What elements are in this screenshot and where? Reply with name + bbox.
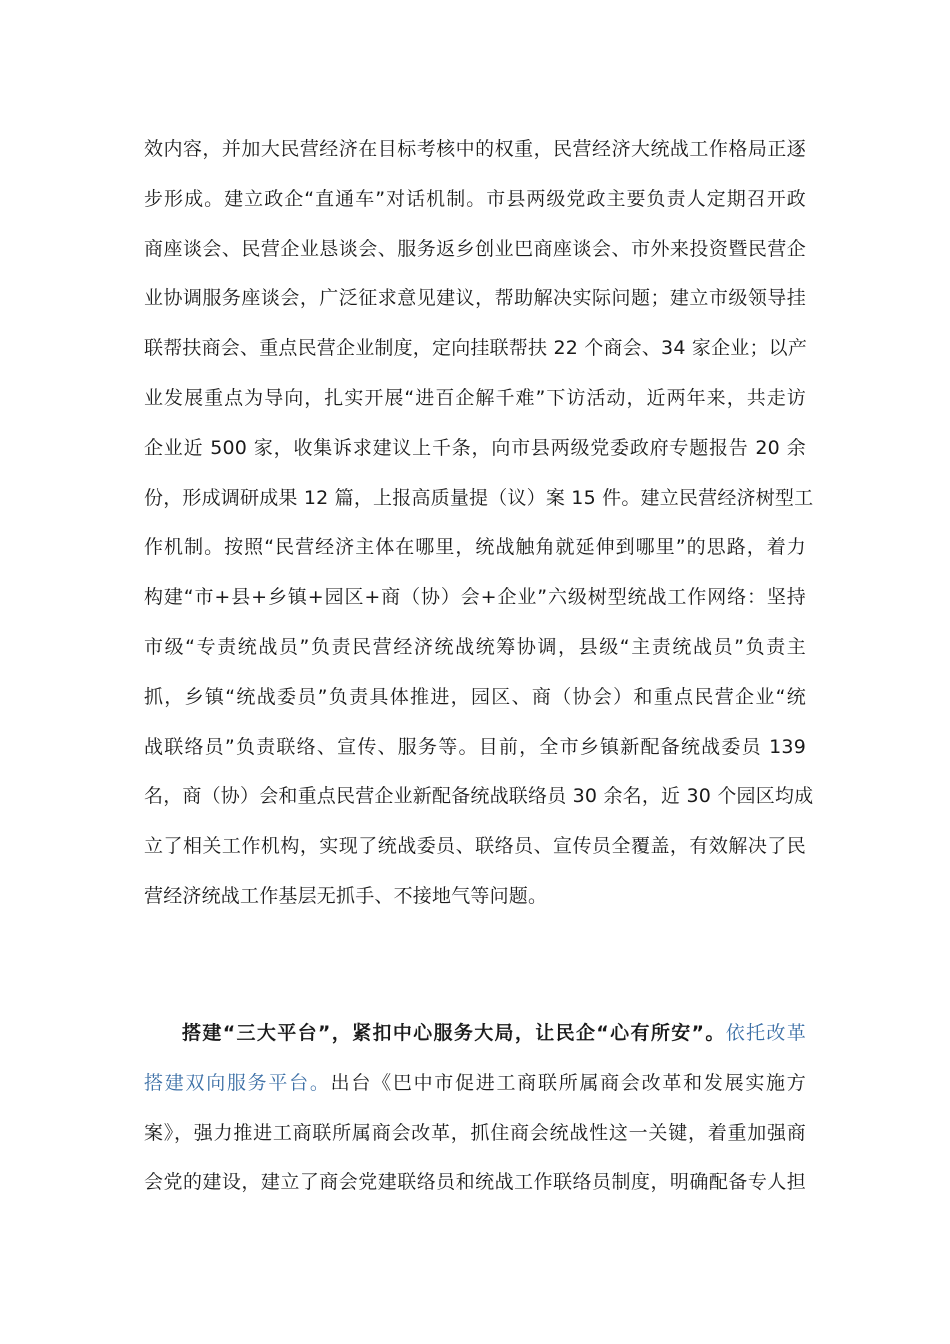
paragraph-line: 案》，强力推进工商联所属商会改革，抓住商会统战性这一关键，着重加强商	[144, 1121, 806, 1144]
paragraph-line: 商座谈会、民营企业恳谈会、服务返乡创业巴商座谈会、市外来投资暨民营企	[144, 237, 806, 260]
paragraph-line: 联帮扶商会、重点民营企业制度，定向挂联帮扶 22 个商会、34 家企业；以产	[144, 337, 808, 360]
paragraph-line: 战联络员”负责联络、宣传、服务等。目前，全市乡镇新配备统战委员 139	[144, 735, 806, 758]
paragraph-line: 立了相关工作机构，实现了统战委员、联络员、宣传员全覆盖，有效解决了民	[144, 835, 806, 858]
paragraph-text: 出台《巴中市促进工商联所属商会改革和发展实施方	[330, 1071, 806, 1094]
paragraph-line: 业发展重点为导向，扎实开展“进百企解千难”下访活动，近两年来，共走访	[144, 386, 806, 409]
paragraph-line: 份，形成调研成果 12 篇，上报高质量提（议）案 15 件。建立民营经济树型工	[144, 486, 814, 509]
paragraph-line	[144, 1059, 806, 1109]
paragraph-line: 构建“市+县+乡镇+园区+商（协）会+企业”六级树型统战工作网络：坚持	[144, 586, 806, 609]
body-paragraph-platforms	[144, 1009, 806, 1208]
paragraph-line: 市级“专责统战员”负责民营经济统战统筹协调，县级“主责统战员”负责主	[144, 635, 806, 658]
body-paragraph	[144, 125, 814, 922]
paragraph-line: 效内容，并加大民营经济在目标考核中的权重，民营经济大统战工作格局正逐	[144, 138, 806, 160]
paragraph-line: 企业近 500 家，收集诉求建议上千条，向市县两级党委政府专题报告 20 余	[144, 436, 806, 459]
highlighted-subheading: 依托改革	[725, 1022, 806, 1044]
paragraph-line: 名，商（协）会和重点民营企业新配备统战联络员 30 余名，近 30 个园区均成	[144, 785, 814, 808]
paragraph-line: 营经济统战工作基层无抓手、不接地气等问题。	[144, 884, 548, 907]
paragraph-line: 业协调服务座谈会，广泛征求意见建议，帮助解决实际问题；建立市级领导挂	[144, 287, 806, 310]
paragraph-line: 抓，乡镇“统战委员”负责具体推进，园区、商（协会）和重点民营企业“统	[144, 685, 806, 708]
paragraph-line: 步形成。建立政企“直通车”对话机制。市县两级党政主要负责人定期召开政	[144, 187, 806, 210]
paragraph-first-line	[144, 1009, 806, 1059]
paragraph-line: 作机制。按照“民营经济主体在哪里，统战触角就延伸到哪里”的思路，着力	[144, 536, 806, 559]
section-heading: 搭建“三大平台”，紧扣中心服务大局，让民企“心有所安”。	[182, 1022, 726, 1044]
paragraph-line: 会党的建设，建立了商会党建联络员和统战工作联络员制度，明确配备专人担	[144, 1171, 806, 1194]
highlighted-subheading-continued: 搭建双向服务平台。	[144, 1071, 331, 1094]
